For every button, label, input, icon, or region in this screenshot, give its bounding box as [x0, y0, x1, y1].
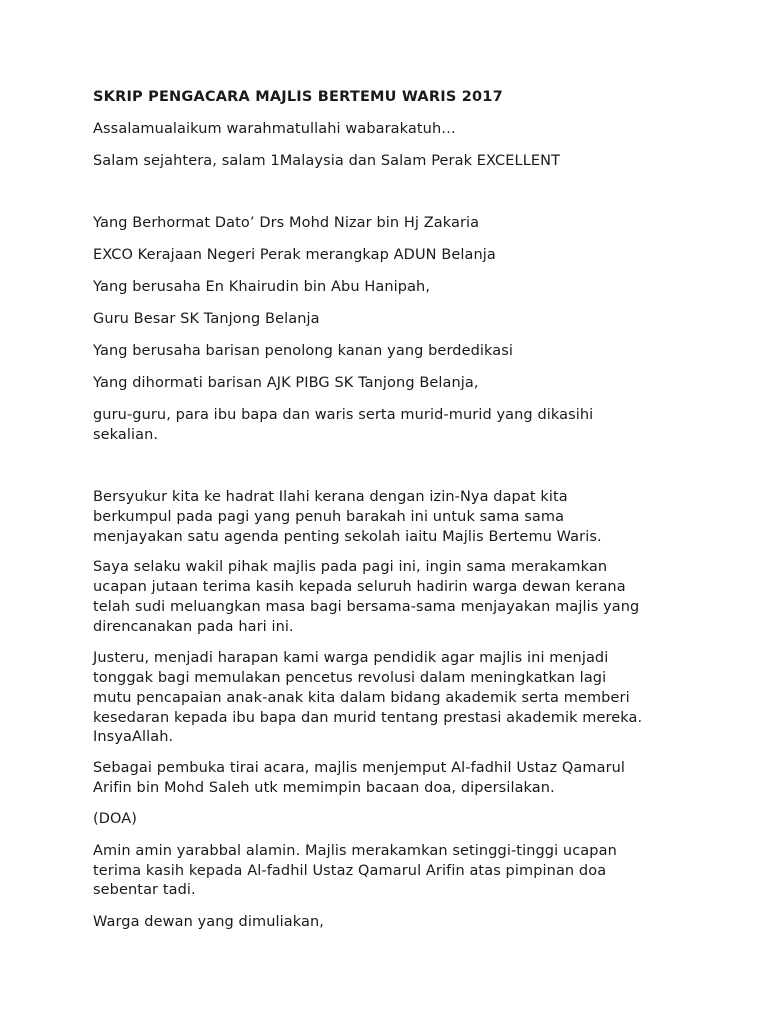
paragraph-line: menjayakan satu agenda penting sekolah iaitu Majlis Bertemu Waris.: [93, 529, 602, 545]
paragraph-line: Saya selaku wakil pihak majlis pada pagi ini, ingin sama merakamkan: [93, 559, 608, 575]
paragraph-line: mutu pencapaian anak-anak kita dalam bidang akademik serta memberi: [93, 690, 630, 706]
salutation-line: Yang berusaha En Khairudin bin Abu Hanipah,: [93, 279, 431, 295]
greeting-line: Salam sejahtera, salam 1Malaysia dan Salam Perak EXCELLENT: [93, 153, 561, 169]
paragraph-line: Bersyukur kita ke hadrat Ilahi kerana dengan izin-Nya dapat kita: [93, 489, 568, 505]
paragraph-line: direncanakan pada hari ini.: [93, 619, 294, 635]
salutation-line: Yang dihormati barisan AJK PIBG SK Tanjong Belanja,: [93, 375, 479, 391]
paragraph-line: telah sudi meluangkan masa bagi bersama-sama menjayakan majlis yang: [93, 599, 640, 615]
final-line: Warga dewan yang dimuliakan,: [93, 914, 324, 930]
paragraph-line: ucapan jutaan terima kasih kepada seluruh hadirin warga dewan kerana: [93, 579, 626, 595]
paragraph-line: berkumpul pada pagi yang penuh barakah ini untuk sama sama: [93, 509, 565, 525]
paragraph-line: Arifin bin Mohd Saleh utk memimpin bacaan doa, dipersilakan.: [93, 780, 555, 796]
paragraph-line: Sebagai pembuka tirai acara, majlis menjemput Al-fadhil Ustaz Qamarul: [93, 760, 626, 776]
doa-marker: (DOA): [93, 811, 138, 827]
salutation-line: Guru Besar SK Tanjong Belanja: [93, 311, 320, 327]
closing-salutation-line: sekalian.: [93, 427, 159, 443]
paragraph-line: sebentar tadi.: [93, 882, 196, 898]
paragraph-line: tonggak bagi memulakan pencetus revolusi dalam meningkatkan lagi: [93, 670, 607, 686]
salutation-line: Yang Berhormat Dato’ Drs Mohd Nizar bin Hj Zakaria: [93, 215, 480, 231]
paragraph-line: kesedaran kepada ibu bapa dan murid tentang prestasi akademik mereka.: [93, 710, 643, 726]
paragraph-line: InsyaAllah.: [93, 729, 174, 745]
document-title: SKRIP PENGACARA MAJLIS BERTEMU WARIS 2017: [93, 89, 503, 105]
paragraph-line: terima kasih kepada Al-fadhil Ustaz Qamarul Arifin atas pimpinan doa: [93, 863, 607, 879]
paragraph-line: Justeru, menjadi harapan kami warga pendidik agar majlis ini menjadi: [93, 650, 609, 666]
greeting-line: Assalamualaikum warahmatullahi wabarakatuh…: [93, 121, 456, 137]
paragraph-line: Amin amin yarabbal alamin. Majlis merakamkan setinggi-tinggi ucapan: [93, 843, 617, 859]
salutation-line: EXCO Kerajaan Negeri Perak merangkap ADUN Belanja: [93, 247, 496, 263]
closing-salutation-line: guru-guru, para ibu bapa dan waris serta murid-murid yang dikasihi: [93, 407, 594, 423]
salutation-line: Yang berusaha barisan penolong kanan yang berdedikasi: [93, 343, 514, 359]
